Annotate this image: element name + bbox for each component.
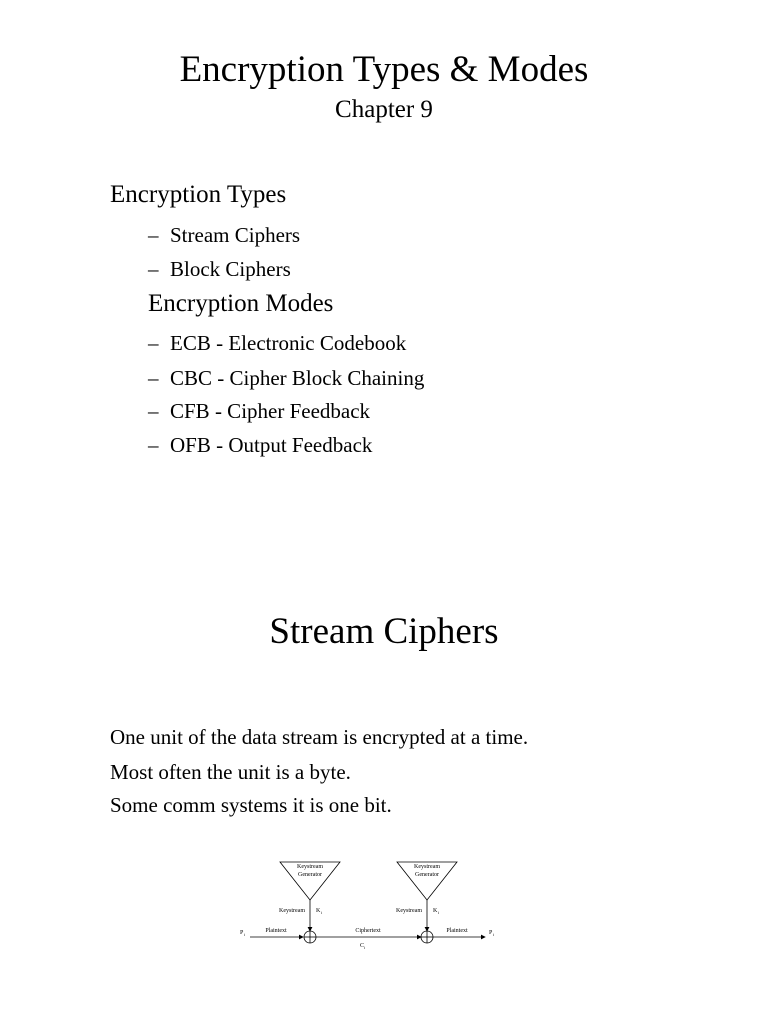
slide-title: Encryption Types & Modes	[179, 49, 589, 90]
c-symbol: C	[360, 943, 365, 949]
generator-label: Keystream	[297, 864, 323, 870]
plaintext-label: Plaintext	[446, 928, 468, 934]
slide-stream-ciphers	[0, 512, 768, 1024]
stream-cipher-diagram	[230, 852, 510, 962]
list-item: – Block Ciphers	[148, 257, 291, 281]
p-subscript: i	[244, 932, 246, 937]
generator-label: Generator	[415, 872, 439, 878]
key-subscript: i	[438, 910, 440, 915]
slide-subtitle: Chapter 9	[335, 96, 433, 123]
key-symbol: K	[316, 908, 321, 914]
types-heading: Encryption Types	[110, 181, 287, 208]
list-item: – ECB - Electronic Codebook	[148, 331, 407, 355]
list-item: – OFB - Output Feedback	[148, 433, 373, 457]
modes-heading: Encryption Modes	[148, 290, 334, 317]
list-item: – CFB - Cipher Feedback	[148, 399, 371, 423]
keystream-label: Keystream	[279, 908, 305, 914]
p-symbol: P	[240, 930, 244, 936]
list-item: – Stream Ciphers	[148, 223, 301, 247]
keystream-label: Keystream	[396, 908, 422, 914]
body-line: One unit of the data stream is encrypted at a time.	[110, 725, 529, 749]
plaintext-label: Plaintext	[265, 928, 287, 934]
p-symbol: P	[489, 930, 493, 936]
key-subscript: i	[321, 910, 323, 915]
body-line: Most often the unit is a byte.	[110, 760, 351, 784]
list-item: – CBC - Cipher Block Chaining	[148, 366, 425, 390]
generator-label: Generator	[298, 872, 322, 878]
key-symbol: K	[433, 908, 438, 914]
ciphertext-label: Ciphertext	[355, 928, 381, 934]
slide-title: Stream Ciphers	[269, 611, 499, 652]
generator-label: Keystream	[414, 864, 440, 870]
p-subscript: i	[493, 932, 495, 937]
c-subscript: i	[364, 945, 366, 950]
body-line: Some comm systems it is one bit.	[110, 793, 392, 817]
